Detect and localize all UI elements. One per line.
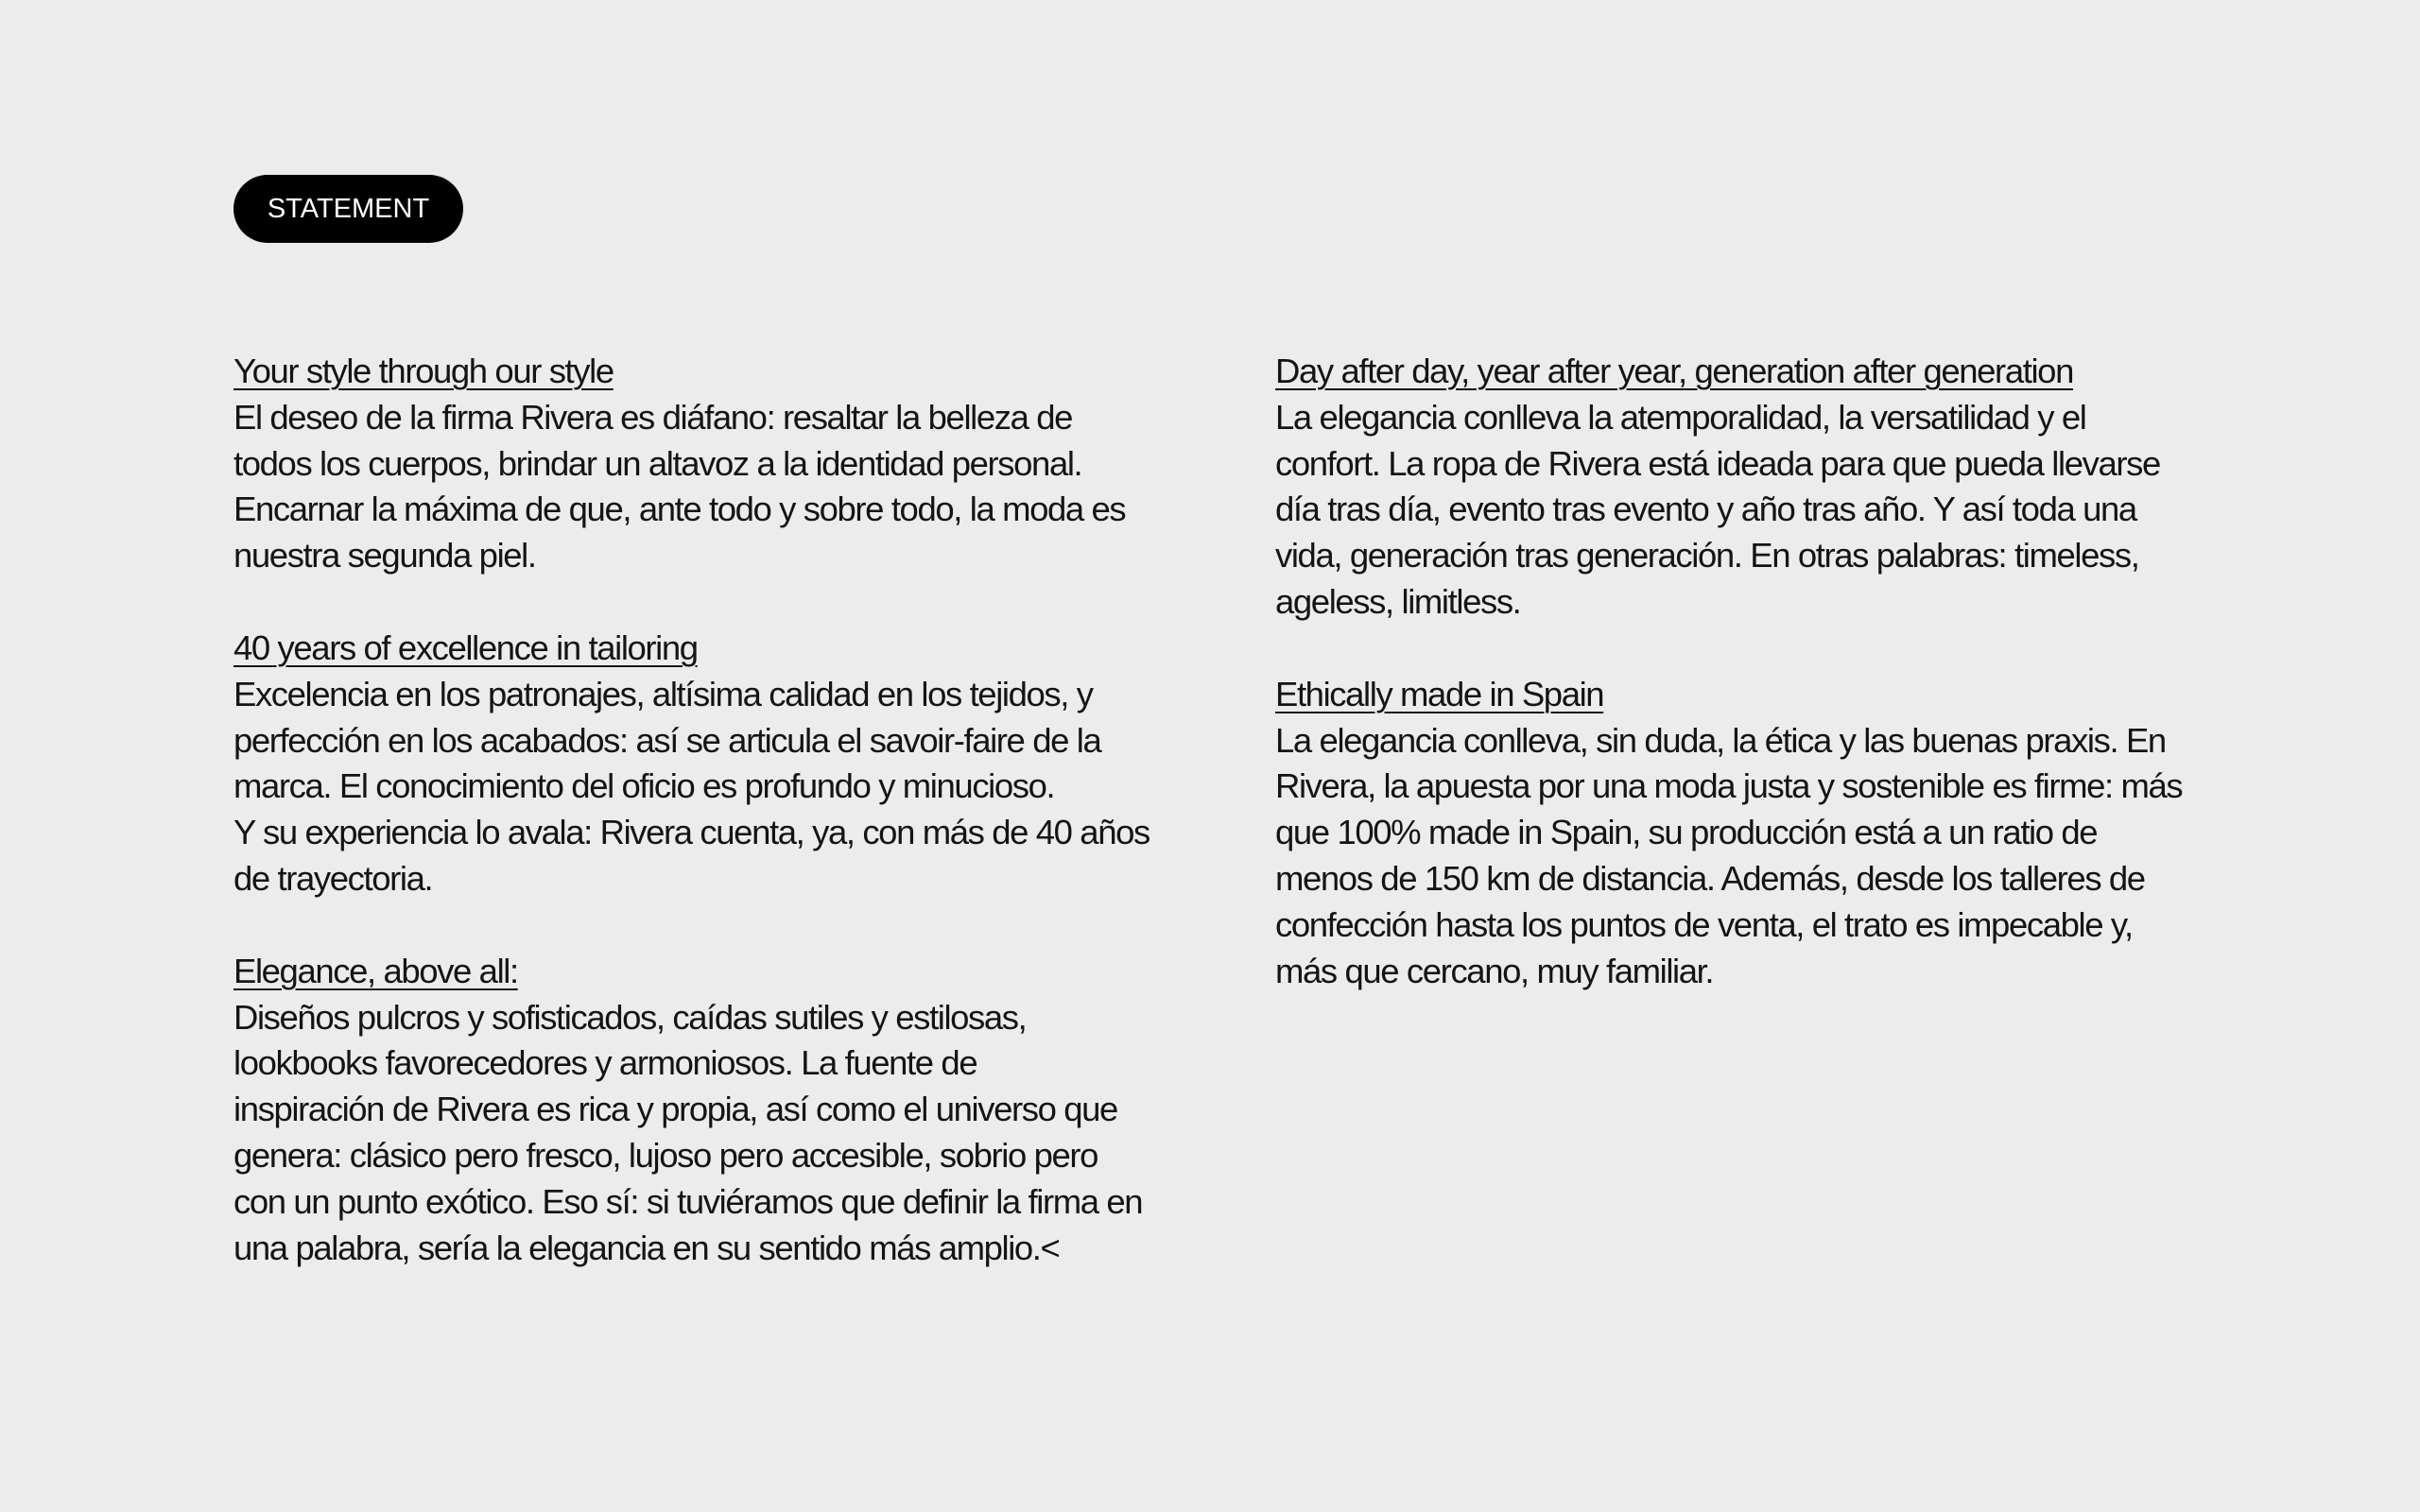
- section-body: [233, 995, 1188, 1272]
- section-heading: Ethically made in Spain: [1275, 674, 1604, 713]
- body-line: nuestra segunda piel.: [233, 536, 536, 576]
- body-line: menos de 150 km de distancia. Además, desde los talleres de: [1275, 858, 2145, 898]
- body-line: La elegancia conlleva, sin duda, la ética y las buenas praxis. En: [1275, 720, 2166, 760]
- body-line: genera: clásico pero fresco, lujoso pero accesible, sobrio pero: [233, 1135, 1098, 1175]
- body-line: Encarnar la máxima de que, ante todo y sobre todo, la moda es: [233, 490, 1126, 529]
- body-line: día tras día, evento tras evento y año tras año. Y así toda una: [1275, 490, 2136, 529]
- body-line: confort. La ropa de Rivera está ideada para que pueda llevarse: [1275, 443, 2160, 483]
- section-day-after-day: [1275, 349, 2230, 626]
- statement-badge: STATEMENT: [233, 175, 463, 243]
- section-40-years: [233, 626, 1188, 902]
- section-body: [233, 395, 1188, 579]
- body-line: que 100% made in Spain, su producción está a un ratio de: [1275, 813, 2098, 852]
- body-line: Rivera, la apuesta por una moda justa y sostenible es firme: más: [1275, 766, 2183, 806]
- body-line: Diseños pulcros y sofisticados, caídas sutiles y estilosas,: [233, 997, 1027, 1037]
- body-line: Y su experiencia lo avala: Rivera cuenta, ya, con más de 40 años: [233, 813, 1150, 852]
- body-line: confección hasta los puntos de venta, el trato es impecable y,: [1275, 904, 2133, 944]
- body-line: con un punto exótico. Eso sí: si tuviéramos que definir la firma en: [233, 1181, 1143, 1221]
- section-heading: Elegance, above all:: [233, 951, 518, 990]
- section-heading: Your style through our style: [233, 352, 614, 390]
- body-line: una palabra, sería la elegancia en su sentido más amplio.<: [233, 1228, 1060, 1267]
- body-line: todos los cuerpos, brindar un altavoz a la identidad personal.: [233, 443, 1082, 483]
- body-line: de trayectoria.: [233, 858, 433, 898]
- body-line: Excelencia en los patronajes, altísima calidad en los tejidos, y: [233, 674, 1093, 713]
- section-your-style: [233, 349, 1188, 579]
- body-line: vida, generación tras generación. En otras palabras: timeless,: [1275, 536, 2139, 576]
- section-body: [1275, 395, 2230, 626]
- section-body: [1275, 718, 2230, 995]
- body-line: El deseo de la firma Rivera es diáfano: resaltar la belleza de: [233, 397, 1073, 437]
- section-heading: 40 years of excellence in tailoring: [233, 627, 698, 667]
- left-column: [233, 349, 1188, 1317]
- section-heading: Day after day, year after year, generation after generation: [1275, 352, 2073, 390]
- body-line: más que cercano, muy familiar.: [1275, 951, 1714, 990]
- section-elegance: [233, 949, 1188, 1272]
- body-line: lookbooks favorecedores y armoniosos. La fuente de: [233, 1043, 977, 1083]
- section-ethically-made: [1275, 672, 2230, 995]
- body-line: ageless, limitless.: [1275, 581, 1521, 621]
- body-line: inspiración de Rivera es rica y propia, así como el universo que: [233, 1090, 1117, 1129]
- body-line: perfección en los acabados: así se articula el savoir-faire de la: [233, 720, 1101, 760]
- section-body: [233, 672, 1188, 902]
- right-column: [1275, 349, 2230, 1040]
- body-line: La elegancia conlleva la atemporalidad, la versatilidad y el: [1275, 397, 2086, 437]
- body-line: marca. El conocimiento del oficio es profundo y minucioso.: [233, 766, 1055, 806]
